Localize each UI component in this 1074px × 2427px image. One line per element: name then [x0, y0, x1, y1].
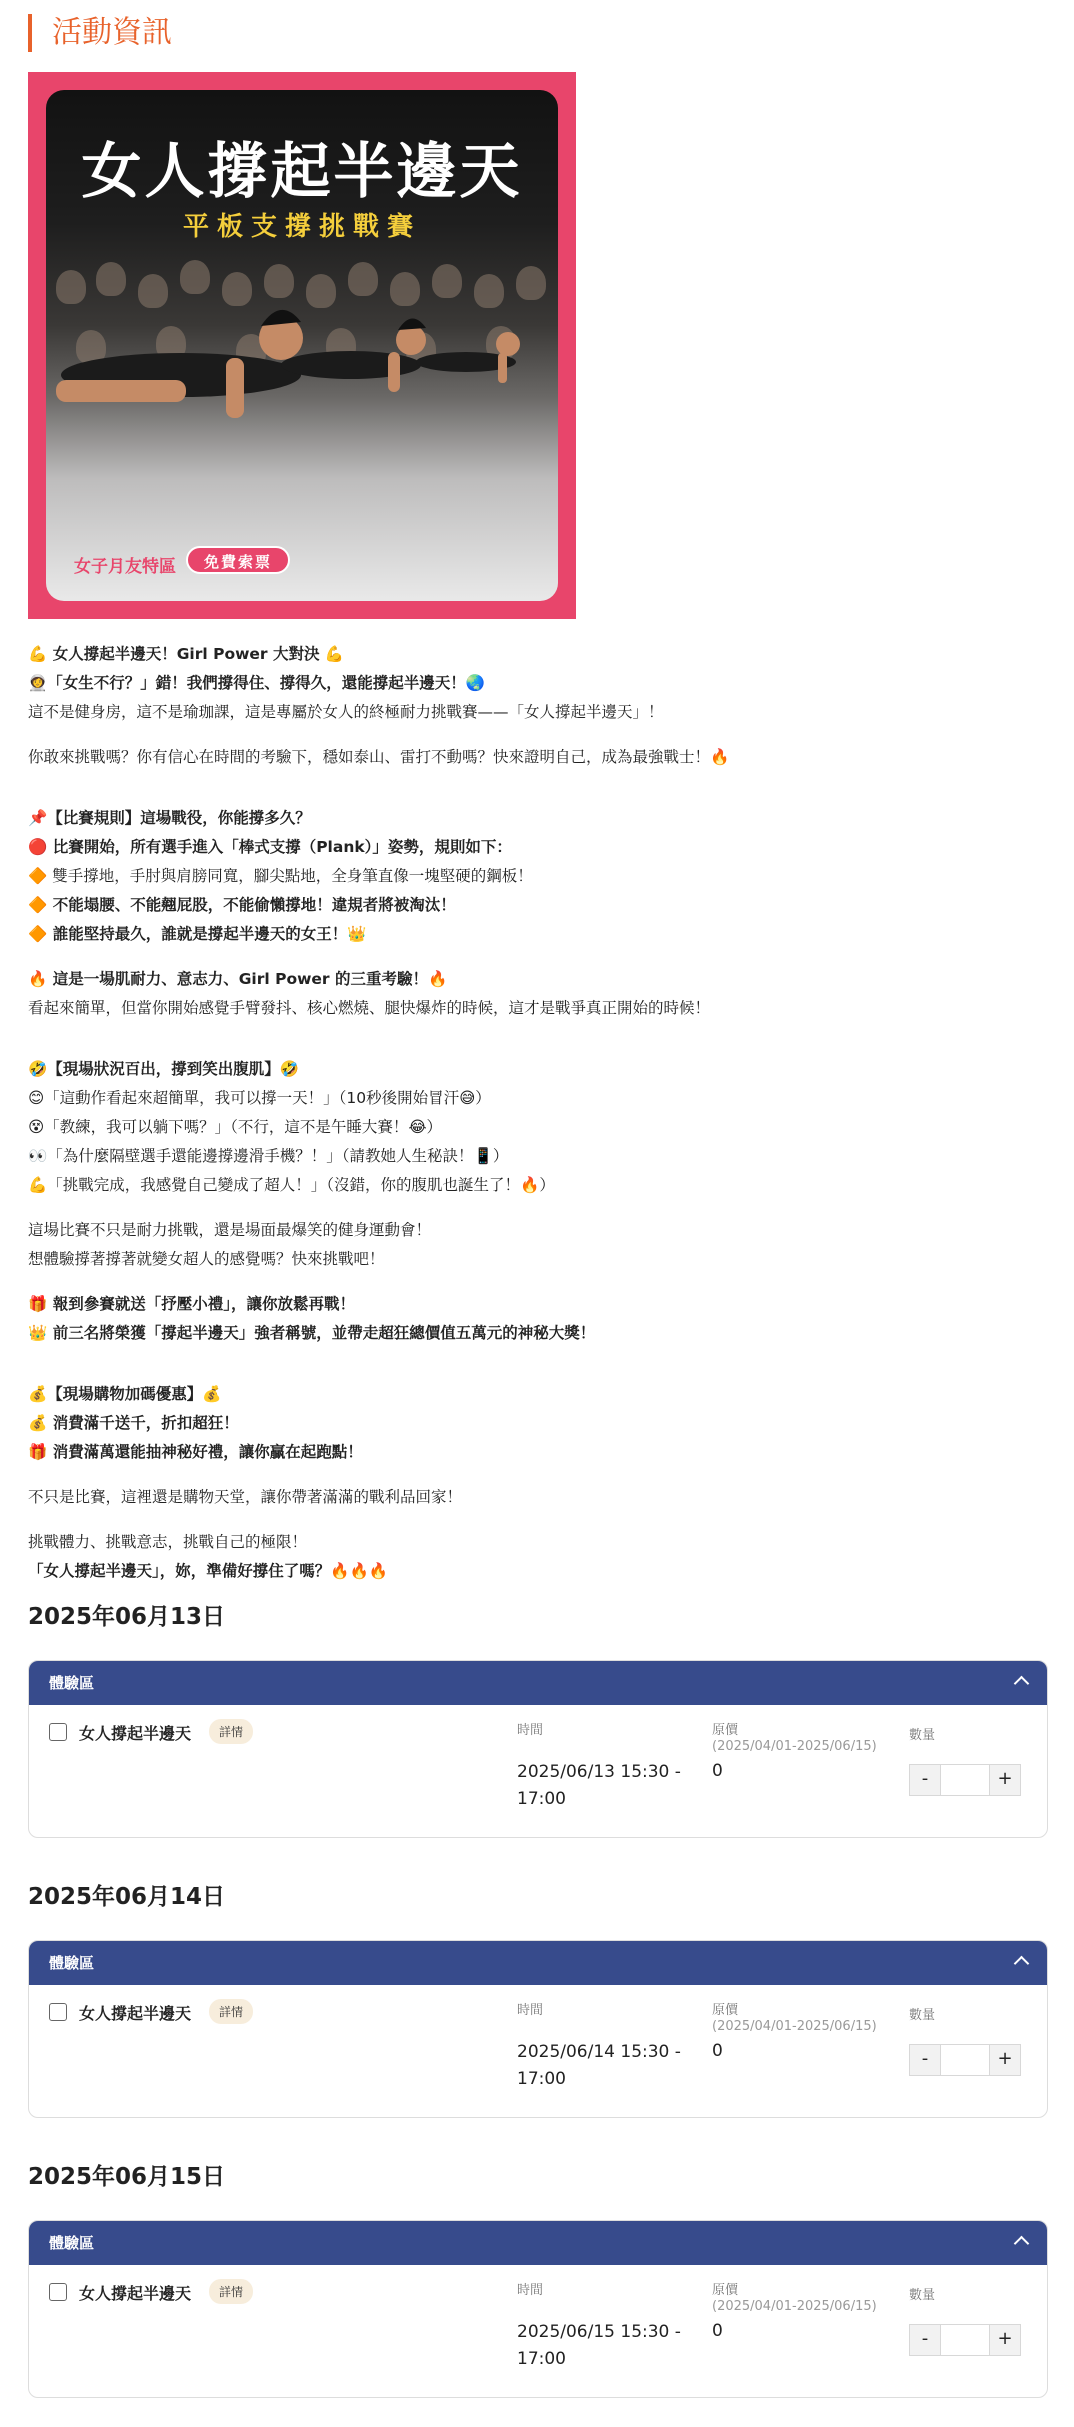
description-line: 👑 前三名將榮獲「撐起半邊天」強者稱號，並帶走超狂總價值五萬元的神秘大獎！: [28, 1324, 596, 1342]
detail-button[interactable]: 詳情: [209, 2279, 253, 2304]
ticket-name: 女人撐起半邊天: [79, 2004, 192, 2023]
description-line: 📌【比賽規則】這場戰役，你能撐多久？: [28, 809, 311, 827]
quantity-minus-button[interactable]: -: [910, 1765, 940, 1795]
description-spacer: [28, 1364, 1028, 1380]
description-spacer: [28, 1200, 1028, 1216]
ticket-checkbox[interactable]: [49, 1723, 67, 1741]
description-line: 🤣【現場狀況百出，撐到笑出腹肌】🤣: [28, 1060, 300, 1078]
price-period: (2025/04/01-2025/06/15): [712, 1739, 877, 1754]
description-line: 🔶 不能塌腰、不能翹屁股，不能偷懶撐地！違規者將被淘汰！: [28, 896, 456, 914]
ticket-zone-header[interactable]: [29, 1941, 1047, 1985]
quantity-minus-button[interactable]: -: [910, 2045, 940, 2075]
quantity-input[interactable]: [940, 1765, 990, 1795]
ticket-name: 女人撐起半邊天: [79, 2284, 192, 2303]
time-label: 時間: [517, 1723, 544, 1738]
quantity-stepper: [909, 2044, 1021, 2076]
poster-title: 女人撐起半邊天: [81, 137, 523, 207]
description-line: 💰 消費滿千送千，折扣超狂！: [28, 1414, 239, 1432]
session-date-heading: 2025年06月13日: [28, 1604, 226, 1630]
detail-button[interactable]: 詳情: [209, 1719, 253, 1744]
description-line: 😊「這動作看起來超簡單，我可以撐一天！」（10秒後開始冒汗😅）: [28, 1089, 491, 1107]
price-value: 0: [712, 1761, 723, 1781]
ticket-row: [29, 1705, 1047, 1838]
session-date-heading: 2025年06月15日: [28, 2164, 226, 2190]
quantity-plus-button[interactable]: +: [990, 2325, 1020, 2355]
poster-logo: 女子月友特區: [74, 557, 176, 577]
description-line: 💪 女人撐起半邊天！Girl Power 大對決 💪: [28, 645, 345, 663]
description-line: 這場比賽不只是耐力挑戰，還是場面最爆笑的健身運動會！: [28, 1221, 432, 1239]
quantity-plus-button[interactable]: +: [990, 2045, 1020, 2075]
description-spacer: [28, 1274, 1028, 1290]
time-value: 2025/06/15 15:30 - 17:00: [517, 2322, 681, 2369]
poster-subtitle: 平板支撐挑戰賽: [182, 212, 421, 242]
description-line: 💪「挑戰完成，我感覺自己變成了超人！」（沒錯，你的腹肌也誕生了！🔥）: [28, 1176, 555, 1194]
ticket-row: [29, 2265, 1047, 2398]
zone-label: 體驗區: [49, 1674, 95, 1692]
quantity-plus-button[interactable]: +: [990, 1765, 1020, 1795]
ticket-card: [28, 1660, 1048, 1838]
session-date-heading: 2025年06月14日: [28, 1884, 226, 1910]
description-line: 不只是比賽，這裡還是購物天堂，讓你帶著滿滿的戰利品回家！: [28, 1488, 463, 1506]
description-spacer: [28, 788, 1028, 804]
quantity-label: 數量: [909, 1728, 936, 1743]
price-period: (2025/04/01-2025/06/15): [712, 2299, 877, 2314]
description-spacer: [28, 1467, 1028, 1483]
detail-button[interactable]: 詳情: [209, 1999, 253, 2024]
description-line: 🎁 消費滿萬還能抽神秘好禮，讓你贏在起跑點！: [28, 1443, 363, 1461]
price-value: 0: [712, 2321, 723, 2341]
quantity-label: 數量: [909, 2288, 936, 2303]
description-spacer: [28, 1512, 1028, 1528]
description-line: 想體驗撐著撐著就變女超人的感覺嗎？快來挑戰吧！: [28, 1250, 385, 1268]
ticket-checkbox[interactable]: [49, 2283, 67, 2301]
ticket-card: [28, 1940, 1048, 2118]
ticket-zone-header[interactable]: [29, 2221, 1047, 2265]
quantity-input[interactable]: [940, 2325, 990, 2355]
description-line: 🔴 比賽開始，所有選手進入「棒式支撐（Plank）」姿勢，規則如下：: [28, 838, 512, 856]
time-label: 時間: [517, 2003, 544, 2018]
time-label: 時間: [517, 2283, 544, 2298]
description-line: 💰【現場購物加碼優惠】💰: [28, 1385, 222, 1403]
chevron-up-icon[interactable]: [1014, 1676, 1030, 1692]
zone-label: 體驗區: [49, 1954, 95, 1972]
chevron-up-icon[interactable]: [1014, 2236, 1030, 2252]
chevron-up-icon[interactable]: [1014, 1956, 1030, 1972]
zone-label: 體驗區: [49, 2234, 95, 2252]
ticket-checkbox[interactable]: [49, 2003, 67, 2021]
ticket-name: 女人撐起半邊天: [79, 1724, 192, 1743]
quantity-input[interactable]: [940, 2045, 990, 2075]
section-title: 活動資訊: [28, 14, 172, 52]
description-line: 🔶 雙手撐地，手肘與肩膀同寬，腳尖點地，全身筆直像一塊堅硬的鋼板！: [28, 867, 533, 885]
quantity-label: 數量: [909, 2008, 936, 2023]
poster-badge: 免費索票: [186, 546, 290, 574]
time-value: 2025/06/14 15:30 - 17:00: [517, 2042, 681, 2089]
description-line: 😵「教練，我可以躺下嗎？」（不行，這不是午睡大賽！😂）: [28, 1118, 443, 1136]
ticket-card: [28, 2220, 1048, 2398]
poster-image: [46, 90, 558, 601]
time-value: 2025/06/13 15:30 - 17:00: [517, 1762, 681, 1809]
description-line: 「女人撐起半邊天」，妳，準備好撐住了嗎？🔥🔥🔥: [28, 1562, 389, 1580]
price-label: 原價: [712, 2283, 739, 2298]
quantity-stepper: [909, 2324, 1021, 2356]
description-line: 挑戰體力、挑戰意志，挑戰自己的極限！: [28, 1533, 308, 1551]
quantity-stepper: [909, 1764, 1021, 1796]
event-poster: [28, 72, 576, 619]
description-line: 🔶 誰能堅持最久，誰就是撐起半邊天的女王！👑: [28, 925, 367, 943]
description-spacer: [28, 949, 1028, 965]
price-value: 0: [712, 2041, 723, 2061]
price-label: 原價: [712, 2003, 739, 2018]
description-line: 看起來簡單，但當你開始感覺手臂發抖、核心燃燒、腿快爆炸的時候，這才是戰爭真正開始的時候！: [28, 999, 711, 1017]
description-spacer: [28, 727, 1028, 743]
event-description: [28, 640, 1028, 1586]
price-label: 原價: [712, 1723, 739, 1738]
description-spacer: [28, 1348, 1028, 1364]
description-line: 你敢來挑戰嗎？你有信心在時間的考驗下，穩如泰山、雷打不動嗎？快來證明自己，成為最強戰士！🔥: [28, 748, 730, 766]
price-period: (2025/04/01-2025/06/15): [712, 2019, 877, 2034]
description-spacer: [28, 1039, 1028, 1055]
ticket-row: [29, 1985, 1047, 2118]
description-line: 🎁 報到參賽就送「抒壓小禮」，讓你放鬆再戰！: [28, 1295, 355, 1313]
quantity-minus-button[interactable]: -: [910, 2325, 940, 2355]
description-line: 這不是健身房，這不是瑜珈課，這是專屬於女人的終極耐力挑戰賽——「女人撐起半邊天」！: [28, 703, 664, 721]
description-line: 👩‍🚀「女生不行？」錯！我們撐得住、撐得久，還能撐起半邊天！🌏: [28, 674, 486, 692]
description-line: 👀「為什麼隔壁選手還能邊撐邊滑手機？！」（請教她人生秘訣！📱）: [28, 1147, 509, 1165]
description-spacer: [28, 772, 1028, 788]
ticket-zone-header[interactable]: [29, 1661, 1047, 1705]
description-line: 🔥 這是一場肌耐力、意志力、Girl Power 的三重考驗！🔥: [28, 970, 448, 988]
description-spacer: [28, 1023, 1028, 1039]
